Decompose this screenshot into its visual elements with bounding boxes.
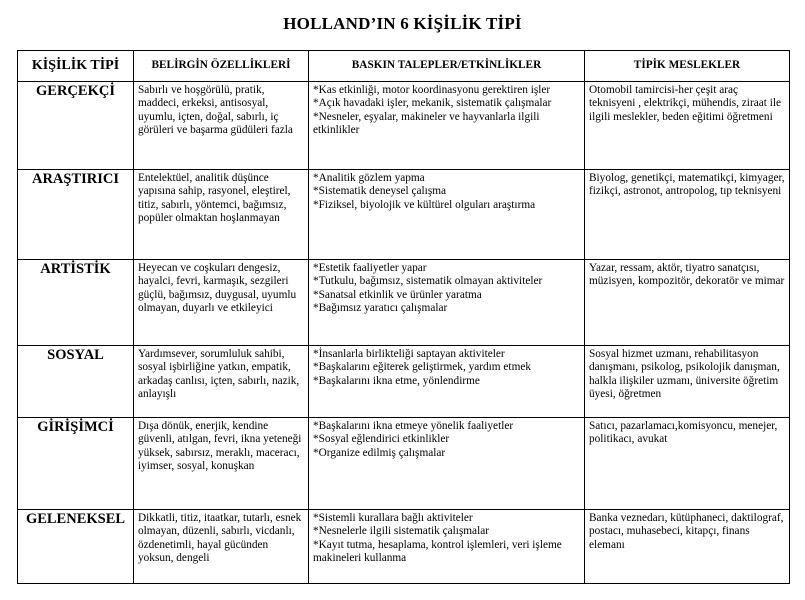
table-row <box>18 260 790 346</box>
demand-item: *Başkalarını ikna etmeye yönelik faaliyetler <box>313 420 514 432</box>
table-row <box>18 346 790 418</box>
header-jobs: TİPİK MESLEKLER <box>585 51 790 82</box>
table-header-row <box>18 51 790 82</box>
table-row <box>18 418 790 510</box>
header-demands: BASKIN TALEPLER/ETKİNLİKLER <box>309 51 585 82</box>
demand-item: *Başkalarını ikna etme, yönlendirme <box>313 374 480 387</box>
demand-item: *Sosyal eğlendirici etkinlikler <box>313 433 450 446</box>
demand-item: *Tutkulu, bağımsız, sistematik olmayan aktiviteler <box>313 275 543 288</box>
demand-item: *Fiziksel, biyolojik ve kültürel olguları araştırma <box>313 198 536 211</box>
demand-item: *İnsanlarla birlikteliği saptayan aktiviteler <box>313 348 505 360</box>
demand-item: *Nesnelerle ilgili sistematik çalışmalar <box>313 525 489 538</box>
demands-cell <box>309 82 585 170</box>
demand-item: *Nesneler, eşyalar, makineler ve hayvanlarla ilgili etkinlikler <box>313 110 540 137</box>
header-personality-type: KİŞİLİK TİPİ <box>18 51 134 82</box>
personality-type-cell: GELENEKSEL <box>18 510 134 584</box>
demand-item: *Bağımsız yaratıcı çalışmalar <box>313 302 448 315</box>
jobs-cell: Yazar, ressam, aktör, tiyatro sanatçısı, müzisyen, kompozitör, dekoratör ve mimar <box>585 260 790 346</box>
demands-cell <box>309 418 585 510</box>
demand-item: *Organize edilmiş çalışmalar <box>313 446 446 459</box>
demand-item: *Kas etkinliği, motor koordinasyonu gerektiren işler <box>313 84 551 96</box>
table-row <box>18 170 790 260</box>
demand-item: *Başkalarını eğiterek geliştirmek, yardım etmek <box>313 361 532 374</box>
traits-cell: Dışa dönük, enerjik, kendine güvenli, atılgan, fevri, ikna yeteneği yüksek, sabırsız, meraklı, maceracı, iyimser, sosyal, konuşkan <box>134 418 309 510</box>
personality-type-cell: GERÇEKÇİ <box>18 82 134 170</box>
table-body <box>18 82 790 584</box>
header-traits: BELİRGİN ÖZELLİKLERİ <box>134 51 309 82</box>
demand-item: *Analitik gözlem yapma <box>313 172 425 184</box>
jobs-cell: Satıcı, pazarlamacı,komisyoncu, menejer, politikacı, avukat <box>585 418 790 510</box>
demands-cell <box>309 260 585 346</box>
traits-cell: Heyecan ve coşkuları dengesiz, hayalci, fevri, karmaşık, sezgileri güçlü, bağımsız, duygusal, uyumlu olmayan, duyarlı ve etkileyici <box>134 260 309 346</box>
traits-cell: Yardımsever, sorumluluk sahibi, sosyal işbirliğine yatkın, empatik, arkadaş canlısı, içten, sabırlı, nazik, anlayışlı <box>134 346 309 418</box>
traits-cell: Entelektüel, analitik düşünce yapısına sahip, rasyonel, eleştirel, titiz, sabırlı, yöntemci, bağımsız, popüler olmaktan hoşlanmayan <box>134 170 309 260</box>
demands-cell <box>309 346 585 418</box>
demand-item: *Açık havadaki işler, mekanik, sistematik çalışmalar <box>313 97 552 110</box>
demand-item: *Estetik faaliyetler yapar <box>313 262 427 274</box>
table-row <box>18 510 790 584</box>
traits-cell: Dikkatli, titiz, itaatkar, tutarlı, esnek olmayan, düzenli, sabırlı, vicdanlı, özdenetimli, hayal gücünden yoksun, dengeli <box>134 510 309 584</box>
demands-cell <box>309 510 585 584</box>
personality-type-cell: GİRİŞİMCİ <box>18 418 134 510</box>
table-row <box>18 82 790 170</box>
demand-item: *Kayıt tutma, hesaplama, kontrol işlemleri, veri işleme makineleri kullanma <box>313 538 562 565</box>
demands-cell <box>309 170 585 260</box>
demand-item: *Sistemli kurallara bağlı aktiviteler <box>313 512 473 524</box>
traits-cell: Sabırlı ve hoşgörülü, pratik, maddeci, erkeksi, antisosyal, uyumlu, içten, doğal, sabırlı, iç görüleri ve başarma güdüleri fazla <box>134 82 309 170</box>
demand-item: *Sistematik deneysel çalışma <box>313 185 447 198</box>
demand-item: *Sanatsal etkinlik ve ürünler yaratma <box>313 288 482 301</box>
personality-table <box>17 50 790 584</box>
personality-type-cell: SOSYAL <box>18 346 134 418</box>
page-title: HOLLAND’IN 6 KİŞİLİK TİPİ <box>283 14 522 33</box>
jobs-cell: Banka veznedarı, kütüphaneci, daktilograf, postacı, muhasebeci, kitapçı, finans elemanı <box>585 510 790 584</box>
jobs-cell: Sosyal hizmet uzmanı, rehabilitasyon danışmanı, psikolog, psikolojik danışman, halkla ilişkiler uzmanı, üniversite öğretim üyesi, öğretmen <box>585 346 790 418</box>
jobs-cell: Otomobil tamircisi-her çeşit araç teknisyeni , elektrikçi, mühendis, ziraat ile ilgili meslekler, beden eğitimi öğretmeni <box>585 82 790 170</box>
personality-type-cell: ARAŞTIRICI <box>18 170 134 260</box>
jobs-cell: Biyolog, genetikçi, matematikçi, kimyager, fizikçi, astronot, antropolog, tıp teknisyeni <box>585 170 790 260</box>
personality-type-cell: ARTİSTİK <box>18 260 134 346</box>
